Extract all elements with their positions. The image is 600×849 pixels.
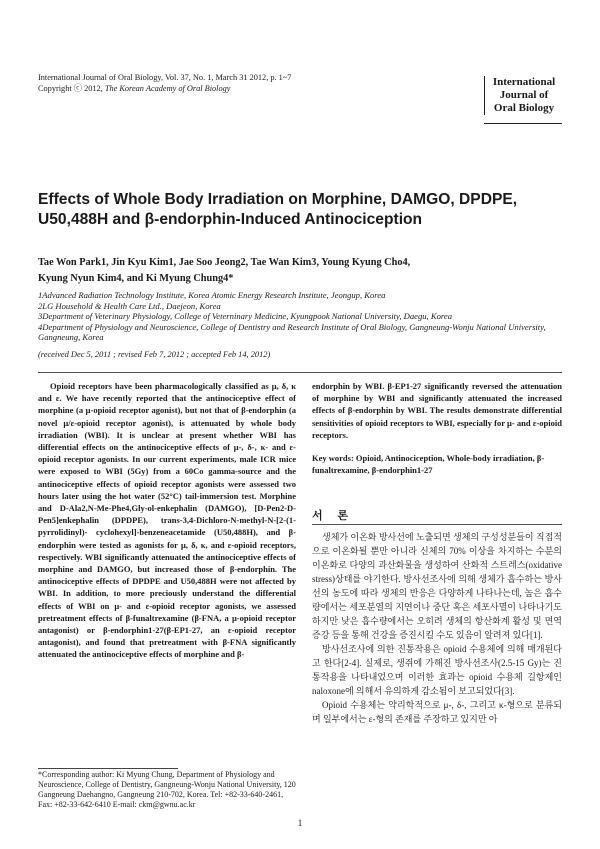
abstract-right: endorphin by WBI. β-EP1-27 significantly reversed the attenuation of morphine by WBI and significantly attenuated the increased effects of β-endorphin by WBI. The results demonstrate differential sensitivities of opioid receptors to WBI, especially for μ- and ε-opioid receptors. (312, 381, 562, 440)
journal-header (38, 72, 291, 94)
authors-line-1: Tae Won Park1, Jin Kyu Kim1, Jae Soo Jeong2, Tae Wan Kim3, Young Kyung Cho4, (38, 257, 411, 268)
keywords: Key words: Opioid, Antinociception, Whole-body irradiation, β-funaltrexamine, β-endorphin1-27 (312, 453, 545, 476)
badge-line-2: Journal of (499, 89, 549, 101)
copyright-line (38, 83, 291, 94)
received-dates: (received Dec 5, 2011 ; revised Feb 7, 2012 ; accepted Feb 14, 2012) (38, 350, 271, 359)
copyright-prefix: Copyright ⓒ 2012, (38, 84, 103, 93)
section-title-intro: 서 론 (312, 510, 355, 522)
affiliation-3: 3Department of Veterinary Physiology, College of Veterninary Medicine, Kyungpook National University, Daegu, Korea (38, 311, 453, 322)
intro-paragraph-3: Opioid 수용체는 약리학적으로 μ-, δ-, 그리고 κ-형으로 분류되며 일부에서는 ε-형의 존재를 주장하고 있지만 아 (312, 700, 562, 724)
abstract-top-rule (38, 372, 562, 373)
affiliations (38, 290, 558, 343)
copyright-org: The Korean Academy of Oral Biology (104, 84, 231, 93)
affiliation-4: 4Department of Physiology and Neuroscience, College of Dentistry and Research Institute of Oral Biology, Gangneung-Wonju National University, Gangneung, Korea (38, 321, 546, 343)
section-rule (312, 524, 562, 525)
badge-rule (484, 123, 562, 124)
paper-title (38, 190, 558, 230)
affiliation-2: 2LG Household & Health Care Ltd., Daejeon, Korea (38, 300, 221, 311)
badge-line-1: International (492, 76, 556, 88)
page-number: 1 (297, 818, 303, 828)
intro-paragraph-1: 생체가 이온화 방사선에 노출되면 생체의 구성성분들이 직접적으로 이온화될 뿐만 아니라 신체의 70% 이상을 차지하는 수분의 이온화로 다양의 과산화물을 생성하여 산화적 스트레스(oxidative stress)상태를 야기한다. 방사선조사에 의해 생체가 흡수하는 방사선의 농도에 따라 생체의 반응은 다양하게 나타나는데, 높은 흡수량에서는 세포분열의 지연이나 중단 혹은 세포사멸이 나타나기도 하지만 낮은 흡수량에서는 오히려 생체의 항산화계 활성 및 면역증강 등을 통해 건강을 증진시킬 수도 있음이 알려져 있다[1]. (312, 532, 562, 640)
intro-body (312, 530, 562, 726)
corresponding-author-footnote: *Corresponding author: Ki Myung Chung, Department of Physiology and Neuroscience, College of Dentistry, Gangneung-Wonju National University, 120 Gangneung Daehangno, Gangneung 210-702, Korea. Tel: +82-33-640-2461, Fax: +82-33-642-6410 E-mail: ckm@gwnu.ac.kr (38, 770, 296, 809)
authors-line-2: Kyung Nyun Kim4, and Ki Myung Chung4* (38, 273, 234, 284)
footnote-rule (38, 768, 178, 769)
title-line-1: Effects of Whole Body Irradiation on Morphine, DAMGO, DPDPE, (38, 191, 518, 208)
journal-citation: International Journal of Oral Biology, Vol. 37, No. 1, March 31 2012, p. 1~7 (38, 73, 292, 82)
title-line-2: U50,488H and β-endorphin-Induced Antinociception (38, 211, 423, 228)
abstract-left: Opioid receptors have been pharmacologically classified as μ, δ, κ and ε. We have recently reported that the antinociceptive effect of morphine (a μ-opioid receptor agonist), but not that of β-endorphin (a novel μ/ε-opioid receptor agonist), is attenuated by whole body irradiation (WBI). It is unclear at present whether WBI has differential effects on the antinociceptive effects of μ-, δ-, κ- and ε-opioid receptor agonists. In our current experiments, male ICR mice were exposed to WBI (5Gy) from a 60Co gamma-source and the antinociceptive effects of opioid receptor agonists were assessed two hours later using the hot water (52°C) tail-immersion test. Morphine and D-Ala2,N-Me-Phe4,Gly-ol-enkephalin (DAMGO), [D-Pen2-D-Pen5]enkephalin (DPDPE), trans-3,4-Dichloro-N-methyl-N-[2-(1-pyrrolidinyl)- cyclohexyl]-benzeneacetamide (U50,488H), and β-endorphin were tested as agonists for μ, δ, κ, and ε-opioid receptors, respectively. WBI significantly attenuated the antinociceptive effects of morphine and DAMGO, but increased those of β-endorphin. The antinociceptive effects of DPDPE and U50,488H were not affected by WBI. In addition, to more preciously understand the differential effects of WBI on μ- and ε-opioid receptor agonists, we assessed pretreatment effects of β-funaltrexamine (β-FNA, a μ-opioid receptor antagonist) or β-endorphin1-27(β-EP1-27, an ε-opioid receptor antagonist), and found that pretreatment with β-FNA significantly attenuated the antinociceptive effects of morphine and β- (38, 381, 296, 660)
affiliation-1: 1Advanced Radiation Technology Institute, Korea Atomic Energy Research Institute, Jeongup, Korea (38, 290, 386, 300)
author-list (38, 255, 558, 287)
journal-badge (484, 76, 563, 115)
intro-paragraph-2: 방사선조사에 의한 진통작용은 opioid 수용체에 의해 매개된다고 한다[2-4]. 실제로, 생쥐에 가해진 방사선조사(2.5-15 Gy)는 진통작용을 나타내었으며 이러한 효과는 opioid 수용체 길항제인 naloxone에 의해서 유의하게 감소됨이 보고되었다[3]. (312, 644, 562, 696)
badge-line-3: Oral Biology (493, 102, 555, 114)
